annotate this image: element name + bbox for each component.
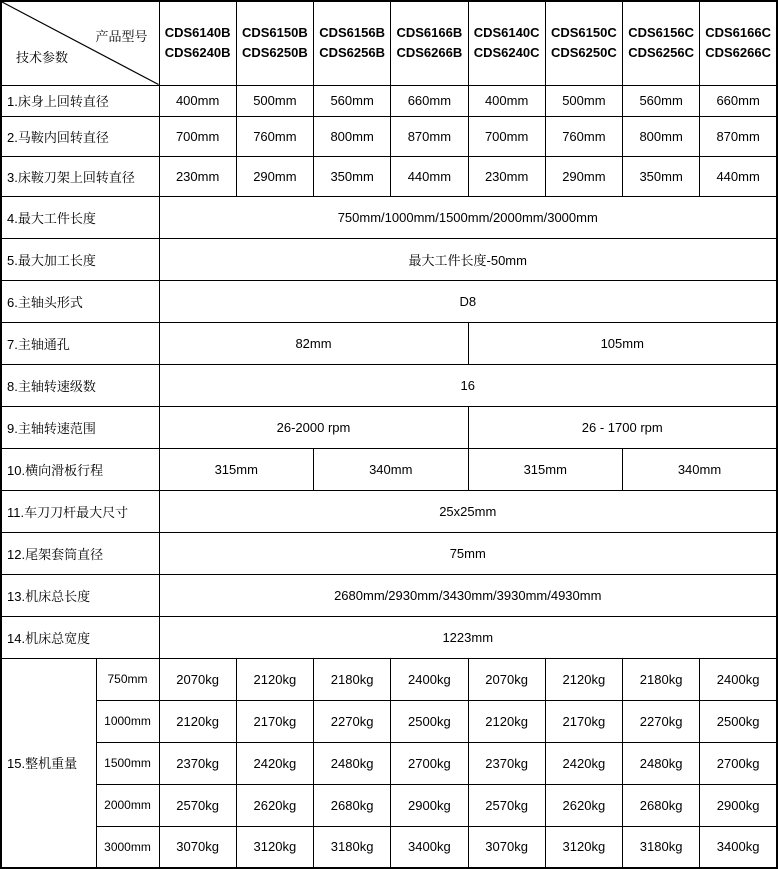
weight-value-cell: 2370kg xyxy=(468,742,545,784)
spec-value-cell: 800mm xyxy=(623,116,700,156)
spec-value-cell: 750mm/1000mm/1500mm/2000mm/3000mm xyxy=(159,196,777,238)
model-column-header xyxy=(545,1,622,85)
weight-value-cell: 2620kg xyxy=(236,784,313,826)
row-label: 5.最大加工长度 xyxy=(1,238,159,280)
weight-value-cell: 2120kg xyxy=(468,700,545,742)
spec-value-cell: 340mm xyxy=(623,448,778,490)
weight-value-cell: 2120kg xyxy=(545,658,622,700)
table-row xyxy=(1,156,777,196)
workpiece-length-cell: 750mm xyxy=(96,658,159,700)
spec-value-cell: 350mm xyxy=(314,156,391,196)
corner-bottom-label: 技术参数 xyxy=(16,50,69,65)
weight-value-cell: 3070kg xyxy=(159,826,236,868)
row-label: 9.主轴转速范围 xyxy=(1,406,159,448)
spec-value-cell: 870mm xyxy=(700,116,777,156)
spec-value-cell: 25x25mm xyxy=(159,490,777,532)
weight-value-cell: 2120kg xyxy=(159,700,236,742)
spec-value-cell: 500mm xyxy=(545,85,622,116)
table-row xyxy=(1,574,777,616)
weight-value-cell: 2180kg xyxy=(314,658,391,700)
row-label: 10.横向滑板行程 xyxy=(1,448,159,490)
spec-value-cell: 760mm xyxy=(236,116,313,156)
spec-value-cell: 340mm xyxy=(314,448,469,490)
spec-value-cell: 最大工件长度-50mm xyxy=(159,238,777,280)
model-name-line: CDS6250C xyxy=(550,45,617,61)
spec-value-cell: D8 xyxy=(159,280,777,322)
weight-value-cell: 2900kg xyxy=(391,784,468,826)
table-row xyxy=(1,85,777,116)
workpiece-length-cell: 3000mm xyxy=(96,826,159,868)
model-column-header xyxy=(159,1,236,85)
weight-value-cell: 2680kg xyxy=(314,784,391,826)
spec-value-cell: 290mm xyxy=(236,156,313,196)
row-label: 13.机床总长度 xyxy=(1,574,159,616)
model-column-header xyxy=(468,1,545,85)
table-row xyxy=(1,406,777,448)
spec-value-cell: 230mm xyxy=(159,156,236,196)
weight-value-cell: 2070kg xyxy=(468,658,545,700)
spec-value-cell: 440mm xyxy=(391,156,468,196)
model-name-line: CDS6140C xyxy=(473,25,540,41)
weight-value-cell: 2480kg xyxy=(623,742,700,784)
row-label: 6.主轴头形式 xyxy=(1,280,159,322)
spec-value-cell: 315mm xyxy=(468,448,623,490)
weight-value-cell: 2500kg xyxy=(391,700,468,742)
workpiece-length-cell: 1000mm xyxy=(96,700,159,742)
model-name-line: CDS6140B xyxy=(164,25,231,41)
table-row xyxy=(1,322,777,364)
table-row xyxy=(1,280,777,322)
row-label: 1.床身上回转直径 xyxy=(1,85,159,116)
weight-value-cell: 3180kg xyxy=(314,826,391,868)
weight-value-cell: 2480kg xyxy=(314,742,391,784)
weight-value-cell: 2070kg xyxy=(159,658,236,700)
spec-value-cell: 105mm xyxy=(468,322,777,364)
spec-value-cell: 400mm xyxy=(468,85,545,116)
weight-value-cell: 2270kg xyxy=(314,700,391,742)
table-row xyxy=(1,196,777,238)
model-name-line: CDS6156C xyxy=(628,25,694,41)
model-column-header xyxy=(236,1,313,85)
spec-value-cell: 16 xyxy=(159,364,777,406)
model-column-header xyxy=(391,1,468,85)
model-name-line: CDS6266B xyxy=(396,45,463,61)
weight-value-cell: 2170kg xyxy=(236,700,313,742)
weight-value-cell: 2700kg xyxy=(700,742,777,784)
model-column-header xyxy=(314,1,391,85)
workpiece-length-cell: 1500mm xyxy=(96,742,159,784)
model-name-line: CDS6166C xyxy=(705,25,771,41)
spec-value-cell: 800mm xyxy=(314,116,391,156)
table-row xyxy=(1,490,777,532)
weight-value-cell: 3180kg xyxy=(623,826,700,868)
spec-value-cell: 760mm xyxy=(545,116,622,156)
spec-value-cell: 230mm xyxy=(468,156,545,196)
spec-value-cell: 400mm xyxy=(159,85,236,116)
table-row xyxy=(1,364,777,406)
weight-value-cell: 3070kg xyxy=(468,826,545,868)
weight-row xyxy=(1,658,777,700)
weight-value-cell: 3120kg xyxy=(236,826,313,868)
weight-value-cell: 2620kg xyxy=(545,784,622,826)
row-label: 12.尾架套筒直径 xyxy=(1,532,159,574)
spec-value-cell: 560mm xyxy=(623,85,700,116)
spec-value-cell: 440mm xyxy=(700,156,777,196)
model-name-line: CDS6240B xyxy=(164,45,231,61)
weight-value-cell: 2270kg xyxy=(623,700,700,742)
model-name-line: CDS6166B xyxy=(396,25,463,41)
weight-value-cell: 2420kg xyxy=(236,742,313,784)
weight-value-cell: 2180kg xyxy=(623,658,700,700)
table-row xyxy=(1,238,777,280)
weight-value-cell: 2170kg xyxy=(545,700,622,742)
corner-top-label: 产品型号 xyxy=(95,29,148,44)
row-label: 2.马鞍内回转直径 xyxy=(1,116,159,156)
model-name-line: CDS6256C xyxy=(628,45,694,61)
weight-value-cell: 2680kg xyxy=(623,784,700,826)
table-row xyxy=(1,616,777,658)
table-row xyxy=(1,116,777,156)
spec-value-cell: 700mm xyxy=(468,116,545,156)
model-name-line: CDS6150B xyxy=(241,25,308,41)
row-label: 11.车刀刀杆最大尺寸 xyxy=(1,490,159,532)
spec-value-cell: 82mm xyxy=(159,322,468,364)
row-label: 4.最大工件长度 xyxy=(1,196,159,238)
spec-value-cell: 560mm xyxy=(314,85,391,116)
weight-value-cell: 2370kg xyxy=(159,742,236,784)
weight-section-label: 15.整机重量 xyxy=(1,658,96,868)
spec-value-cell: 870mm xyxy=(391,116,468,156)
spec-value-cell: 26 - 1700 rpm xyxy=(468,406,777,448)
row-label: 8.主轴转速级数 xyxy=(1,364,159,406)
model-name-line: CDS6266C xyxy=(705,45,771,61)
model-column-header xyxy=(700,1,777,85)
spec-value-cell: 1223mm xyxy=(159,616,777,658)
row-label: 14.机床总宽度 xyxy=(1,616,159,658)
row-label: 7.主轴通孔 xyxy=(1,322,159,364)
header-row xyxy=(1,1,777,85)
weight-value-cell: 2700kg xyxy=(391,742,468,784)
weight-value-cell: 3400kg xyxy=(391,826,468,868)
spec-value-cell: 2680mm/2930mm/3430mm/3930mm/4930mm xyxy=(159,574,777,616)
weight-value-cell: 2120kg xyxy=(236,658,313,700)
spec-value-cell: 350mm xyxy=(623,156,700,196)
model-name-line: CDS6256B xyxy=(319,45,385,61)
model-name-line: CDS6150C xyxy=(550,25,617,41)
spec-value-cell: 660mm xyxy=(700,85,777,116)
model-name-line: CDS6156B xyxy=(319,25,385,41)
spec-value-cell: 500mm xyxy=(236,85,313,116)
weight-value-cell: 2420kg xyxy=(545,742,622,784)
weight-value-cell: 2400kg xyxy=(700,658,777,700)
spec-value-cell: 26-2000 rpm xyxy=(159,406,468,448)
spec-value-cell: 290mm xyxy=(545,156,622,196)
weight-row xyxy=(1,784,777,826)
spec-value-cell: 700mm xyxy=(159,116,236,156)
row-label: 3.床鞍刀架上回转直径 xyxy=(1,156,159,196)
table-row xyxy=(1,448,777,490)
corner-cell xyxy=(1,1,159,85)
weight-row xyxy=(1,826,777,868)
weight-value-cell: 3120kg xyxy=(545,826,622,868)
table-row xyxy=(1,532,777,574)
weight-value-cell: 2900kg xyxy=(700,784,777,826)
weight-value-cell: 2400kg xyxy=(391,658,468,700)
weight-value-cell: 2570kg xyxy=(468,784,545,826)
model-name-line: CDS6240C xyxy=(473,45,540,61)
spec-value-cell: 315mm xyxy=(159,448,314,490)
workpiece-length-cell: 2000mm xyxy=(96,784,159,826)
model-name-line: CDS6250B xyxy=(241,45,308,61)
weight-row xyxy=(1,700,777,742)
model-column-header xyxy=(623,1,700,85)
weight-row xyxy=(1,742,777,784)
weight-value-cell: 3400kg xyxy=(700,826,777,868)
weight-value-cell: 2500kg xyxy=(700,700,777,742)
spec-value-cell: 660mm xyxy=(391,85,468,116)
weight-value-cell: 2570kg xyxy=(159,784,236,826)
spec-value-cell: 75mm xyxy=(159,532,777,574)
